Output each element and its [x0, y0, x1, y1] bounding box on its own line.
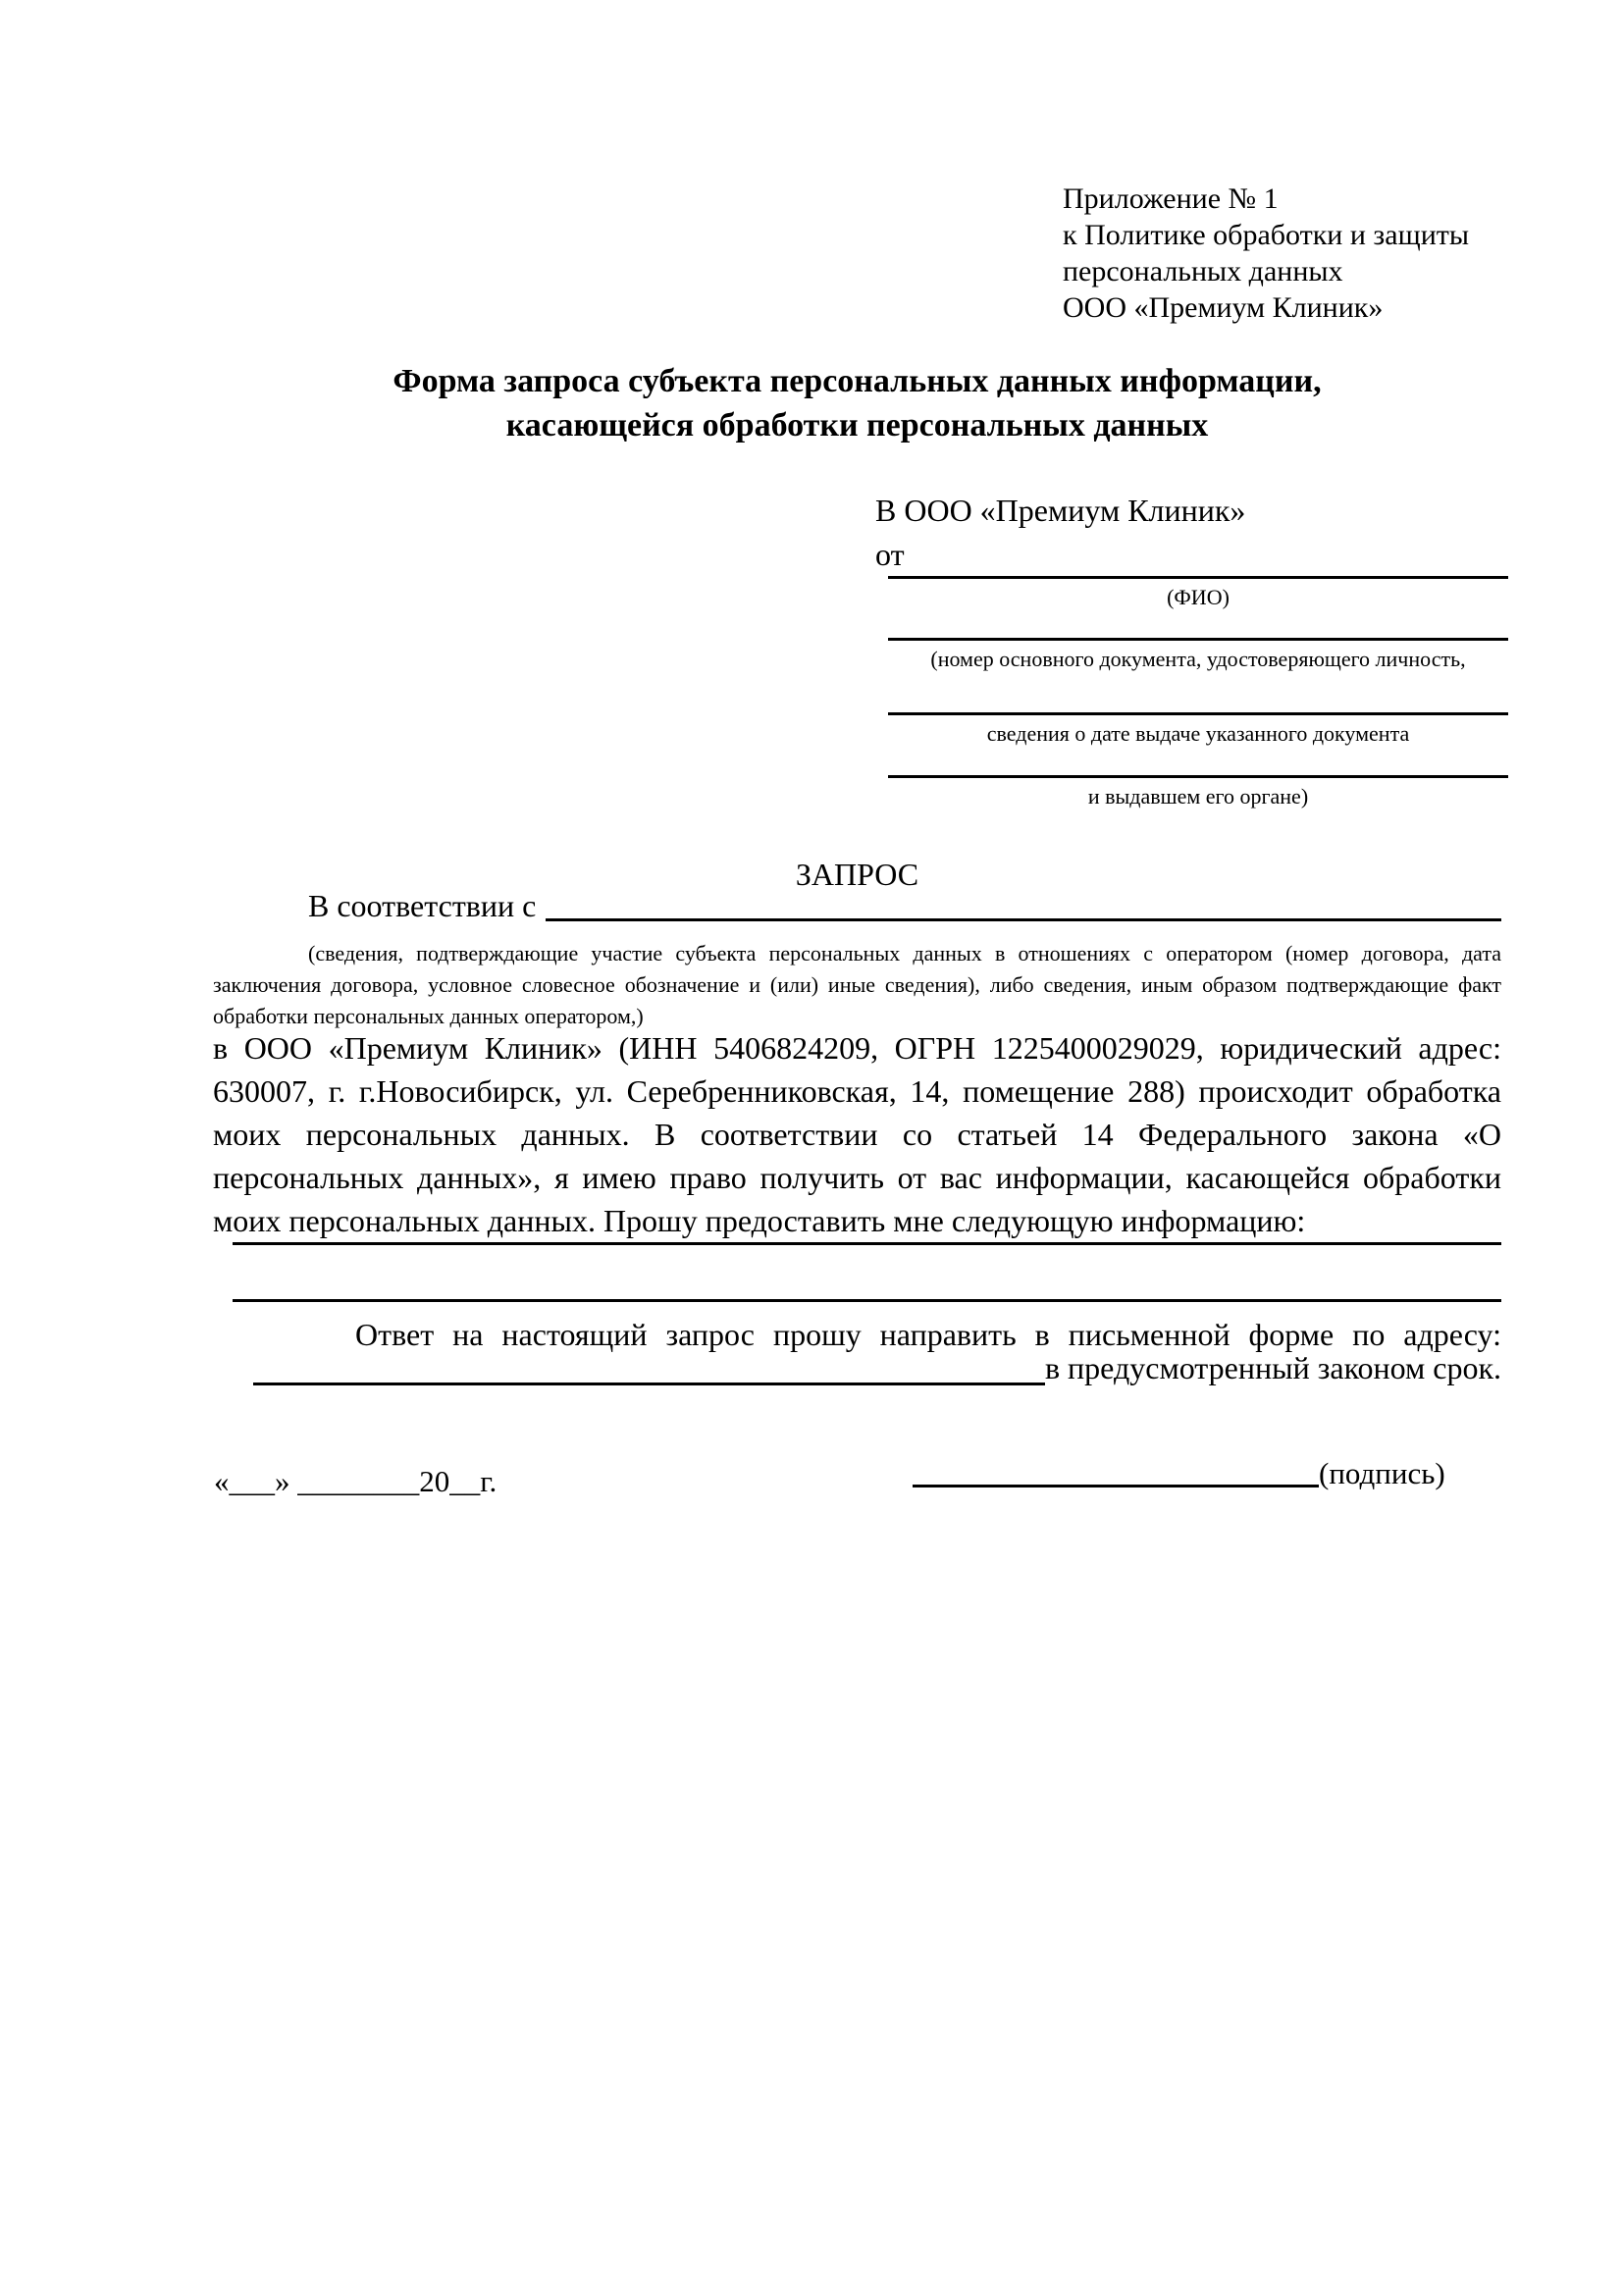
- request-body: в ООО «Премиум Клиник» (ИНН 5406824209, ОГРН 1225400029029, юридический адрес: 630007, г. г.Новосибирск, ул. Серебренниковская, 14, помещение 288) происходит обработка моих персональных данных. В соответствии со статьей 14 Федерального закона «О персональных данных», я имею право получить от вас информации, касающейся обработки моих персональных данных. Прошу предоставить мне следующую информацию:: [213, 1030, 1501, 1238]
- doc-date-field: [888, 712, 1508, 748]
- addressee-block: [875, 489, 1245, 577]
- signature-blank-line: [913, 1485, 1319, 1487]
- appendix-note: [1063, 181, 1469, 326]
- reply-address-row: [253, 1346, 1501, 1389]
- doc-issuer-caption: и выдавшем его органе): [1087, 784, 1309, 809]
- addressee-to: В ООО «Премиум Клиник»: [875, 493, 1246, 528]
- signature-row: [913, 1454, 1445, 1493]
- doc-number-field: [888, 638, 1508, 673]
- info-blank-line-2: [233, 1299, 1501, 1302]
- request-heading: ЗАПРОС: [795, 857, 919, 892]
- doc-date-blank-line: [888, 712, 1508, 715]
- accordance-line: [213, 886, 1501, 925]
- addressee-from-label: от: [875, 537, 905, 572]
- fio-caption: (ФИО): [1167, 585, 1230, 609]
- page-title-line: касающейся обработки персональных данных: [505, 407, 1209, 444]
- doc-number-caption: (номер основного документа, удостоверяющего личность,: [930, 647, 1466, 671]
- reply-deadline-text: в предусмотренный законом срок.: [1044, 1350, 1501, 1385]
- accordance-blank-line: [546, 918, 1501, 921]
- date-blank: «___» ________20__г.: [214, 1464, 497, 1498]
- doc-issuer-blank-line: [888, 775, 1508, 778]
- doc-date-caption: сведения о дате выдаче указанного документа: [986, 721, 1410, 746]
- page-title: [213, 359, 1501, 447]
- accordance-lead: В соответствии с: [308, 888, 537, 923]
- signature-caption: (подпись): [1319, 1456, 1445, 1490]
- doc-issuer-field: [888, 775, 1508, 810]
- appendix-note-line: ООО «Премиум Клиник»: [1063, 291, 1384, 324]
- reply-address-blank-line: [253, 1383, 1045, 1385]
- appendix-note-line: персональных данных: [1063, 255, 1343, 287]
- fio-blank-line: [888, 576, 1508, 579]
- appendix-note-line: Приложение № 1: [1063, 183, 1279, 215]
- page-title-line: Форма запроса субъекта персональных данных информации,: [393, 363, 1322, 399]
- reply-address-line: Ответ на настоящий запрос прошу направить в письменной форме по адресу:: [355, 1317, 1501, 1352]
- accordance-note: (сведения, подтверждающие участие субъекта персональных данных в отношениях с оператором (номер договора, дата заключения договора, условное словесное обозначение и (или) иные сведения), либо сведения, иным образом подтверждающие факт обработки персональных данных оператором,): [213, 941, 1501, 1028]
- info-blank-line-1: [233, 1242, 1501, 1245]
- doc-number-blank-line: [888, 638, 1508, 641]
- appendix-note-line: к Политике обработки и защиты: [1063, 219, 1470, 251]
- fio-field: [888, 576, 1508, 611]
